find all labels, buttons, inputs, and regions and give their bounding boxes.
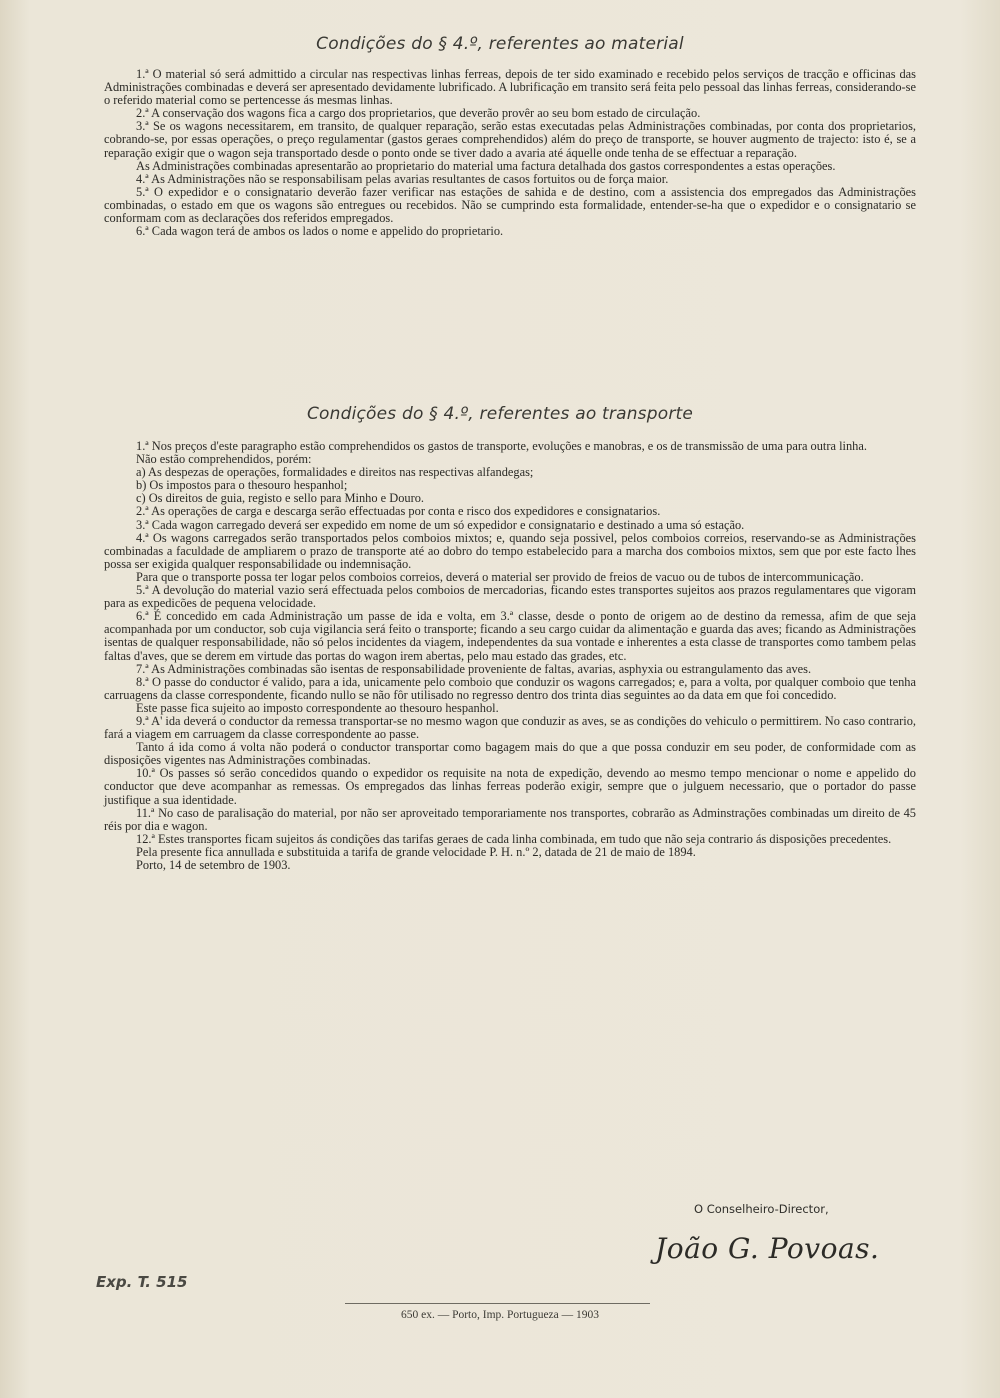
paragraph: 1.ª O material só será admittido a circular nas respectivas linhas ferreas, depois de ter sido examinado e recebido pelos serviços de tracção e officinas das Administrações combinadas e deverá ser apresentado devidamente lubrificado. A lubrificação em transito será feita pelo pessoal das linhas ferreas, considerando-se o referido material como se pertencesse ás mesmas linhas. [104, 67, 916, 108]
list-item: c) Os direitos de guia, registo e sello para Minho e Douro. [136, 491, 425, 506]
paragraph: 7.ª As Administrações combinadas são isentas de responsabilidade proveniente de faltas, avarias, asphyxia ou estrangulamento das aves. [136, 661, 812, 676]
paragraph: 2.ª A conservação dos wagons fica a cargo dos proprietarios, que deverão provêr ao seu bom estado de circulação. [136, 106, 701, 121]
paragraph: 10.ª Os passes só serão concedidos quando o expedidor os requisite na nota de expedição, devendo ao mesmo tempo mencionar o nome e appelido do conductor que deve acompanhar as remessas. Os empregados das linhas ferreas poderão exigir, sempre que o julguem necessario, que o portador do passe justifique a sua identidade. [104, 766, 916, 807]
list-item: b) Os impostos para o thesouro hespanhol; [136, 478, 348, 493]
paragraph: Não estão comprehendidos, porém: [136, 452, 312, 467]
paragraph: 11.ª No caso de paralisação do material, por não ser aproveitado temporariamente nos transportes, cobrarão as Adminstrações combinadas um direito de 45 réis por dia e wagon. [104, 805, 916, 833]
printer-imprint: 650 ex. — Porto, Imp. Portugueza — 1903 [400, 1309, 600, 1321]
paragraph: 8.ª O passe do conductor é valido, para a ida, unicamente pelo comboio que conduzir os wagons carregados; e, para a volta, por qualquer comboio que tenha carruagens da classe correspondente, ficando nullo se não fôr utilisado no regresso dentro dos trinta dias seguintes ao da data em que foi concedido. [104, 674, 916, 702]
paragraph: Para que o transporte possa ter logar pelos comboios correios, deverá o material ser provido de freios de vacuo ou de tubos de intercommunicação. [136, 569, 864, 584]
signature-title: O Conselheiro-Director, [694, 1202, 829, 1216]
paragraph: Tanto á ida como á volta não poderá o conductor transportar como bagagem mais do que a que possa conduzir em seu poder, de conformidade com as disposições vigentes nas Administrações combinadas. [104, 740, 916, 768]
paragraph: 9.ª A' ida deverá o conductor da remessa transportar-se no mesmo wagon que conduzir as aves, se as condições do vehiculo o permittirem. No caso contrario, fará a viagem em carruagem da classe correspondente ao passe. [104, 713, 916, 742]
paragraph: 2.ª As operações de carga e descarga serão effectuadas por conta e risco dos expedidores e consignatarios. [136, 504, 661, 519]
paragraph: 4.ª As Administrações não se responsabilisam pelas avarias resultantes de casos fortuitos ou de força maior. [136, 171, 669, 186]
date-line: Porto, 14 de setembro de 1903. [136, 858, 291, 872]
heading-material: Condições do § 4.º, referentes ao material [316, 34, 684, 54]
paragraph: Este passe fica sujeito ao imposto correspondente ao thesouro hespanhol. [136, 700, 499, 715]
paragraph: 3.ª Se os wagons necessitarem, em transito, de qualquer reparação, serão estas executadas pelas Administrações combinadas, por conta dos proprietarios, cobrando-se, por essas operações, o preço regulamentar (gastos geraes comprehendidos) além do preço de transporte, se houver augmento de trajecto: isto é, se a reparação exigir que o wagon seja transportado desde o ponto onde se tiver dado a avaria até áquelle onde tenha de se effectuar a reparação. [104, 119, 916, 160]
list-item: a) As despezas de operações, formalidades e direitos nas respectivas alfandegas; [136, 465, 534, 480]
paragraph: 6.ª É concedido em cada Administração um passe de ida e volta, em 3.ª classe, desde o ponto de origem ao de destino da remessa, afim de que seja acompanhada por um conductor, sob cuja vigilancia será feito o transporte; ficando a seu cargo cuidar da alimentação e guarda das aves; ficando as Administrações isentas de qualquer responsabilidade, não só pelos incidentes da viagem, independentes da sua vontade e inherentes a esta classe de transportes como tambem pelas faltas d'aves, que se derem em virtude das portas do wagon irem abertas, pelo mau estado das grades, etc. [104, 609, 916, 663]
paragraph: As Administrações combinadas apresentarão ao proprietario do material uma factura detalhada dos gastos correspondentes a estas operações. [136, 158, 836, 173]
paragraph: 1.ª Nos preços d'este paragrapho estão comprehendidos os gastos de transporte, evoluções e manobras, e os de transmissão de uma para outra linha. [136, 439, 867, 453]
heading-transporte: Condições do § 4.º, referentes ao transporte [306, 404, 694, 424]
paragraph: 5.ª A devolução do material vazio será effectuada pelos comboios de mercadorias, ficando estes transportes sujeitos aos prazos regulamentares que vigoram para as expedicões de pequena velocidade. [104, 583, 916, 611]
document-reference: Exp. T. 515 [96, 1273, 188, 1291]
signature: João G. Povoas. [655, 1232, 880, 1265]
paragraph: 5.ª O expedidor e o consignatario deverão fazer verificar nas estações de sahida e de destino, com a assistencia dos empregados das Administrações combinadas, o estado em que os wagons são entregues ou recebidos. Não se cumprindo esta formalidade, entender-se-ha que o expedidor e o consignatario se conformam com as declarações dos referidos empregados. [104, 184, 916, 226]
transporte-conditions [104, 440, 916, 872]
material-conditions [104, 68, 916, 238]
paragraph: 4.ª Os wagons carregados serão transportados pelos comboios mixtos; e, quando seja possivel, pelos comboios correios, reservando-se as Administrações combinadas a faculdade de ampliarem o prazo de transporte até ao dobro do tempo estabelecido para a marcha dos comboios mixtos, sem que por este facto lhes possa ser exigida qualquer responsabilidade ou indemnisação. [104, 530, 916, 571]
paragraph: 6.ª Cada wagon terá de ambos os lados o nome e appelido do proprietario. [136, 224, 504, 239]
divider [345, 1303, 650, 1304]
paragraph: 12.ª Estes transportes ficam sujeitos ás condições das tarifas geraes de cada linha combinada, em tudo que não seja contrario ás disposições precedentes. [136, 831, 892, 846]
paragraph: Pela presente fica annullada e substituida a tarifa de grande velocidade P. H. n.º 2, datada de 21 de maio de 1894. [136, 844, 696, 859]
paragraph: 3.ª Cada wagon carregado deverá ser expedido em nome de um só expedidor e consignatario e destinado a uma só estação. [136, 517, 745, 532]
